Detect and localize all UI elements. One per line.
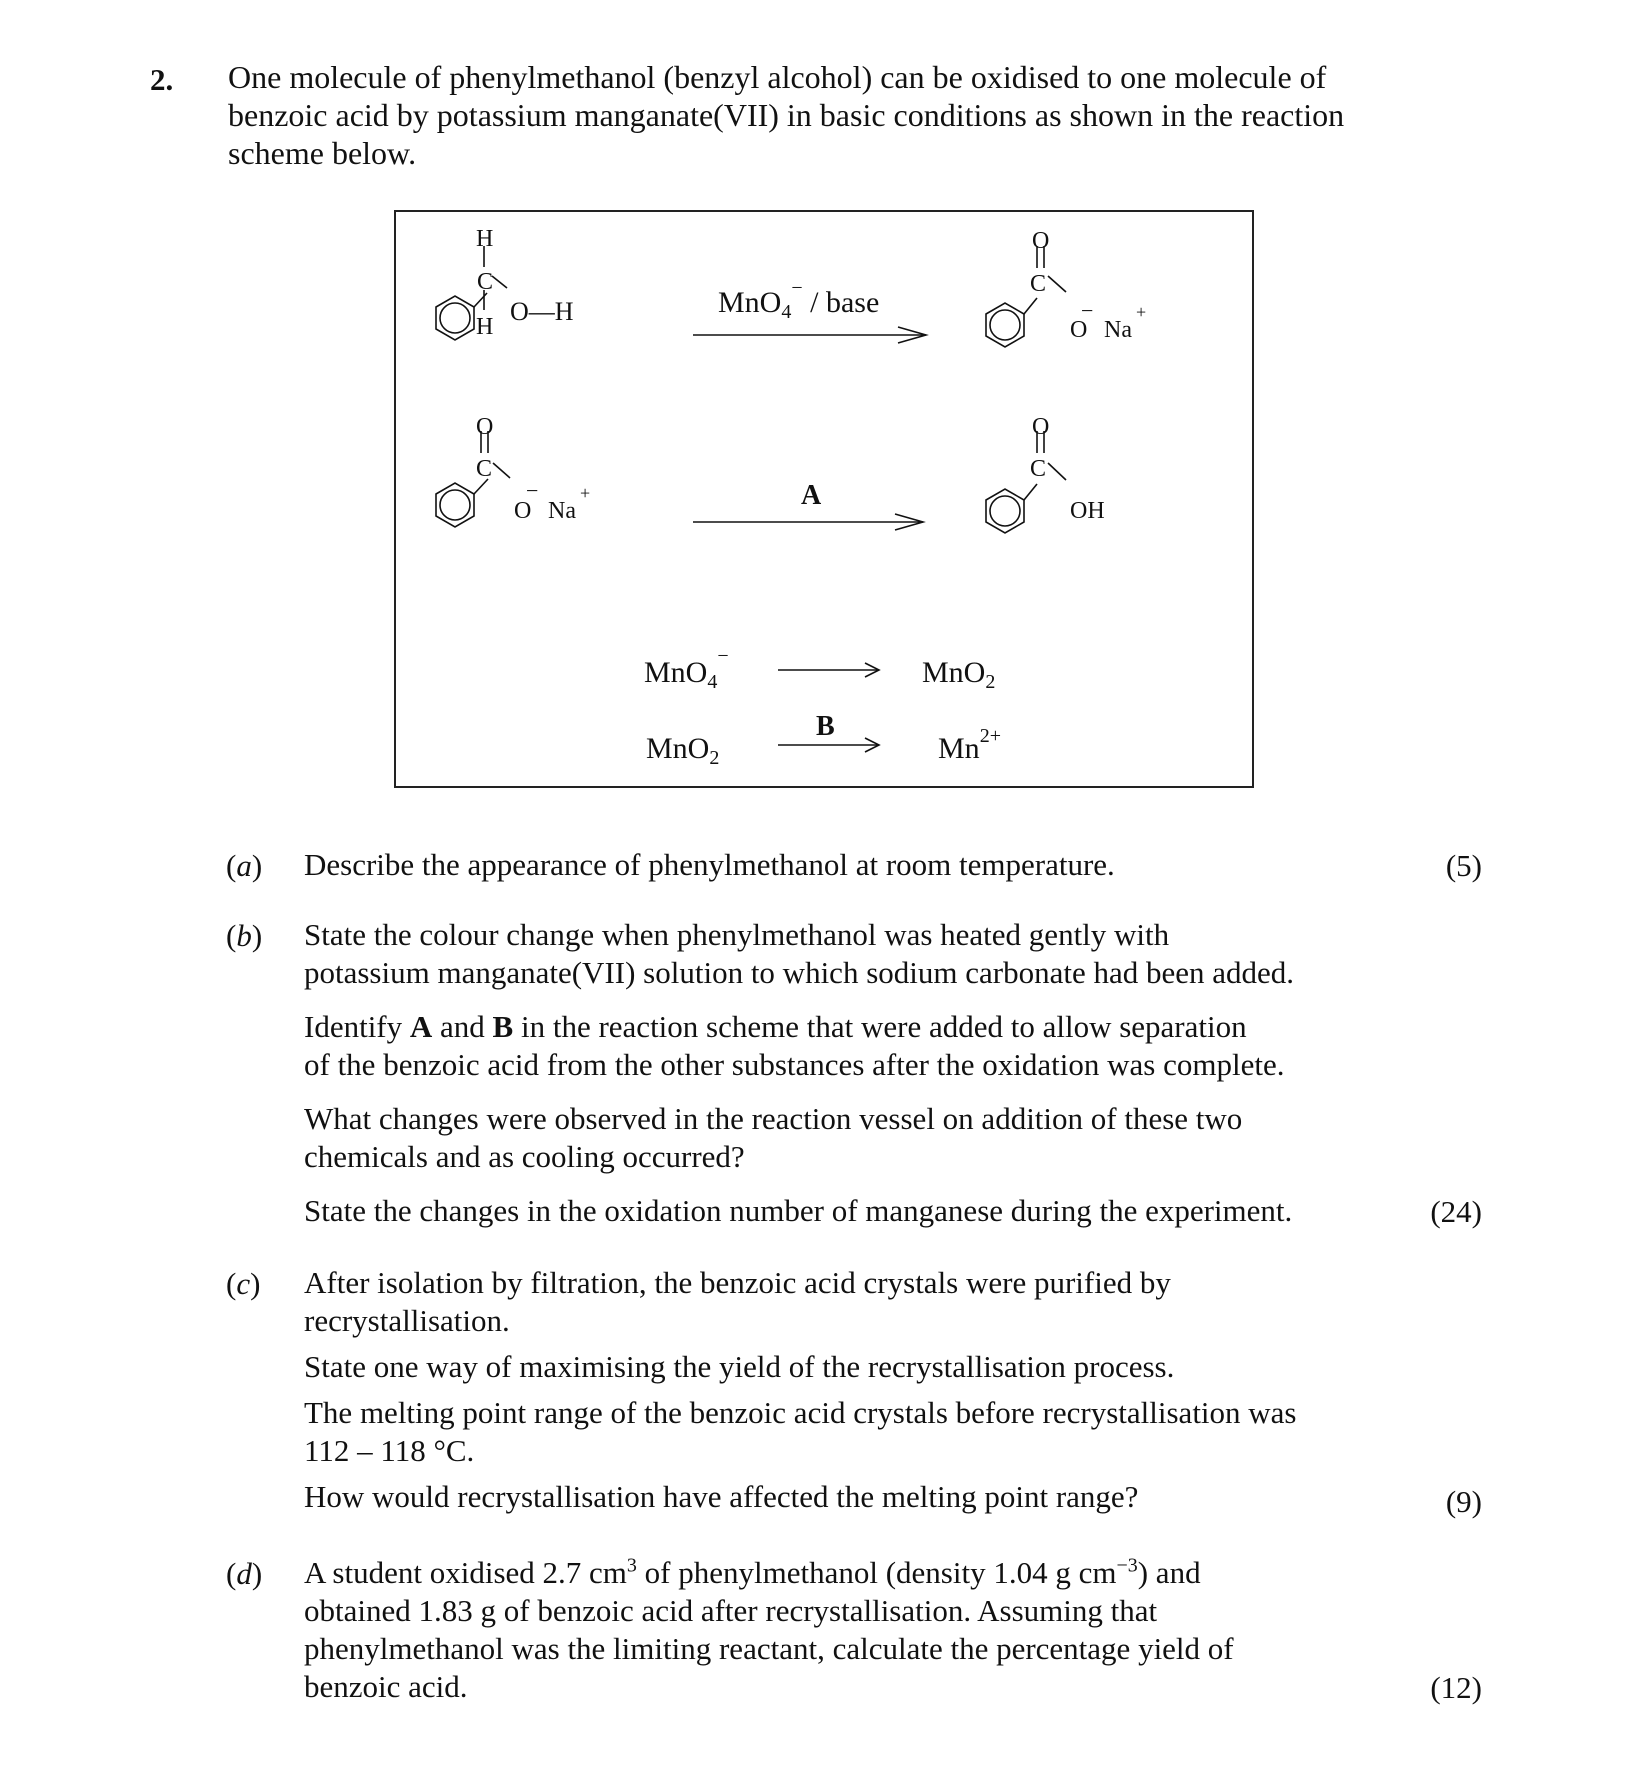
part-b-marks: (24) — [1430, 1194, 1482, 1229]
reaction-arrow-icon — [693, 514, 923, 530]
atom-label: H — [476, 314, 494, 340]
atom-label: O — [1032, 228, 1050, 254]
atom-label: C — [477, 269, 494, 295]
mn-species-label: MnO$_4$− — [644, 645, 729, 693]
bond-line — [1048, 463, 1066, 480]
part-d-marks: (12) — [1430, 1670, 1482, 1705]
reaction-arrow-icon — [778, 663, 879, 677]
intro-line: scheme below. — [228, 135, 417, 171]
part-d-text: A student oxidised 2.7 $cm^3$ of phenylmethanol (density 1.04 g $cm^{-3}$) and obtained 1.83 g of benzoic acid after recrystallisation. Assuming that phenylmethanol was the limiting reactant, calculate the percentage yield of benzoic acid. — [304, 1554, 1234, 1704]
part-b-paragraph: Identify A and B in the reaction scheme that were added to allow separation of the benzoic acid from the other substances after the oxidation was complete. — [304, 1009, 1285, 1082]
ion-label: Na — [1104, 317, 1132, 343]
charge-label: + — [580, 483, 591, 503]
intro-line: benzoic acid by potassium manganate(VII) in basic conditions as shown in the reaction — [228, 97, 1345, 133]
bond-line — [1048, 276, 1066, 292]
benzene-ring-icon — [436, 296, 474, 340]
reagent-label: MnO$_4$− / base — [718, 277, 880, 323]
reaction-scheme-drawing — [396, 212, 1256, 790]
atom-label: O — [476, 414, 494, 440]
mn-species-label: MnO$_2$ — [922, 656, 996, 693]
reagent-a-label: A — [801, 480, 822, 511]
atom-label: O — [1032, 414, 1050, 440]
ion-label: Na — [548, 498, 576, 524]
part-a-label: (a) — [226, 848, 263, 883]
reagent-b-label: B — [816, 711, 835, 742]
bond-line — [493, 463, 510, 478]
part-b-paragraph: State the changes in the oxidation number of manganese during the experiment. — [304, 1193, 1293, 1228]
question-intro — [228, 58, 1408, 172]
mn-species-label: $Mn^{2+}$ — [938, 725, 1001, 765]
benzene-ring-icon — [986, 489, 1024, 533]
intro-line: One molecule of phenylmethanol (benzyl alcohol) can be oxidised to one molecule of — [228, 59, 1327, 95]
question-number: 2. — [150, 62, 174, 97]
part-c-text: After isolation by filtration, the benzoic acid crystals were purified by recrystallisation. State one way of maximising the yield of the recrystallisation process. The melting point range of the benzoic acid crystals before recrystallisation was 112 – 118 °C. How would recrystallisation have affected the melting point range? — [304, 1265, 1297, 1514]
atom-label: C — [476, 456, 493, 482]
part-b-label: (b) — [226, 918, 263, 953]
part-c-label: (c) — [226, 1266, 261, 1301]
atom-label: O — [514, 498, 532, 524]
benzene-ring-icon — [986, 303, 1024, 347]
part-b-paragraph: What changes were observed in the reaction vessel on addition of these two chemicals and as cooling occurred? — [304, 1101, 1243, 1174]
charge-label: + — [1136, 302, 1147, 322]
part-a-text: Describe the appearance of phenylmethanol at room temperature. — [304, 847, 1115, 882]
reaction-scheme-box — [394, 210, 1254, 788]
atom-label: C — [1030, 271, 1047, 297]
bond-line — [492, 276, 507, 288]
hydroxyl-label: OH — [1070, 498, 1105, 524]
bond-line — [474, 293, 487, 307]
bond-line — [1024, 484, 1037, 500]
atom-label: C — [1030, 456, 1047, 482]
hydroxyl-label: O—H — [510, 297, 574, 326]
part-c-marks: (9) — [1445, 1484, 1482, 1519]
part-b-paragraph: State the colour change when phenylmethanol was heated gently with potassium manganate(VII) solution to which sodium carbonate had been added. — [304, 917, 1295, 990]
charge-label: − — [526, 478, 539, 503]
charge-label: − — [1081, 298, 1094, 323]
atom-label: H — [476, 226, 494, 252]
atom-label: O — [1070, 317, 1088, 343]
bond-line — [1024, 298, 1037, 314]
part-a-marks: (5) — [1445, 848, 1482, 883]
mn-species-label: MnO$_2$ — [646, 732, 720, 769]
part-d-label: (d) — [226, 1556, 263, 1591]
benzene-ring-icon — [436, 483, 474, 527]
reaction-arrow-icon — [693, 327, 926, 343]
